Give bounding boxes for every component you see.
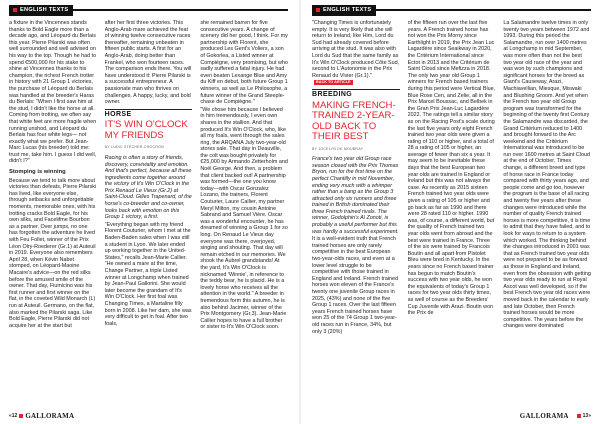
body-paragraph: "Everything began with my friend Florent Couturier, whom I met at the Baden-Baden sales when I was still a student in Lyon. We later ended up working together in the United-States," recalls Jean-Marie Callier. "He owned a mare at the time, Change Partner, a triple Listed winner at Longchamp when trained by Jean-Paul Gallorini. She would later become the grandam of It's Win O'Clock. Her first foal was Changing Times, a Martaline filly born in 2008. Like her dam, she was very difficult to get in foal. After two foals, (104, 221, 192, 327)
header-rule (73, 9, 288, 11)
subheading: Stomping is winning (9, 169, 66, 176)
article-byline: BY LUDIC STÉCHER-CHOCRON (104, 145, 164, 150)
right-columns (312, 20, 591, 408)
body-paragraph: Because we tend to talk more about victories than defeats, Pierre Pilarski has lived, like everyone else, through setbacks and unforgettable moments, memorable ones, with his trotting cracks Bold Eagle, for his own silks, and Facelifme Bourbon as a partner. Over jumps, no one has forgotten the adventure he lived with Feu Follet, winner of the Prix Léon Olry-Roederer (Gr.1) at Auteuil in 2019. Everyone also remembers April 28, when Kévin Nabet stomped, on Léopard-Maoine Macaire's advice—on the red silks before the amused smile of the owner. That day, Fiumicino was his first runner and first winner on the flat, in the coveted Wild Monarch (L) run at Auteuil. Germano, on the flat, also marked the Pilarski saga. Like Bold Eagle, Pierre Pilarski did not acquire her at the start but (9, 177, 97, 329)
body-paragraph: she remained barren for five consecutive years. A change of scenery did her good, I think. For my partnership with Florent, she produced Les Gent's Voliers, a son of Gokorlea, a Listed winner at Compiègne, very promising, but who sadly suffered a fatal injury. He had even beaten Lexange Blue and Amy du Kiff en debut, both future Group 1 winners, as well as Le Philosophe, a future winner of the Grand Steeple-chase de Compiègne." (200, 20, 288, 106)
right-page-header (312, 0, 591, 20)
article-headline: MAKING FRENCH-TRAINED 2-YEAR-OLD BACK TO THEIR BEST (312, 99, 396, 143)
red-square-icon (13, 8, 17, 12)
body-paragraph: a fixture in the Vincennes stands thanks to Bold Eagle more than a decade ago, and Léopard du Berlais this year. Pierre Pilarski was often well surrounded and well advised on his way to the top. Though he had to spend €500,000 for his stake to shine at Vincennes thanks to his champion, the richest French trotter in history with 21 Group 1 victories, the purchase of Léopard du Berlais was handled at the breeder's Haras du Berlais: "When I first saw him at the stud, I didn't like the horse at all. Coming from trotting, we often say that white feet are more fragile when running unshod, and Léopard du Berlais has four white legs— not exactly what we prefer. But Jean-Marc Lucas (his breeder) told me: trust me, take him. I guess I did well, didn't I?" (9, 20, 97, 165)
right-column-2 (408, 20, 496, 408)
red-square-icon (19, 414, 23, 418)
article-byline: BY JOCELYN DE MOUBRAY (312, 146, 364, 151)
article-divider (105, 109, 193, 110)
body-paragraph: "We chose him because I believed in him tremendously, I even own shares in the stallion. And that produced It's Win O'Clock, who, like all my foals, went through the sales ring, the ARQANA July two-year-old stores sale. That day in Deauville, the colt was bought privately for €25,000 by Armando Zetterholm and Noël George. And then, a problem that client backed out! A partnership was formed—the one you know today—with Oscar Gonzalez Lozano, the trainers, Florent Couturier, Laure Callier, my partner Meryl Milton, my cousin Antoine Sabrand and Samuel Vière. Oscar was a wonderful encounter, he has dreamed of winning a Group 1 for so long. On Renaud Le Vieux day everyone was there, overjoyed, singing and shouting. That day will remain etched in our memories. We shook the Aubrel grandstands! At the yard, It's Win O'Clock is nicknamed 'Winnie', in reference to the teddy bear, he is placid. He is a lovely horse who receives all the attention in the world." A breeder in tremendous form this autumn, he is also behind Jacimer, winner of the Prix Montgomery (Gr.3). Jean-Marie Callier hopes to have a full brother or sister to It's Win O'Clock soon. (200, 106, 288, 331)
right-page (300, 0, 600, 424)
header-rule (376, 9, 591, 11)
section-tab (312, 5, 376, 16)
magazine-logo: GALLORAMA (519, 412, 569, 420)
right-column-1 (312, 20, 400, 408)
magazine-logo: GALLORAMA (25, 412, 75, 420)
left-columns (9, 20, 288, 408)
section-label: ENGLISH TEXTS (323, 7, 372, 13)
left-page-footer (9, 408, 291, 424)
body-paragraph: "Changing Times is unfortunately empty. It is very likely that she will return to Ireland, like Him, Lord du Sud had already covered before arriving at the stud. It was also with Lord du Sud that the same family as It's Win O'Clock produced Côte Sud, second to L'Autonomie in the Prix Renaud du Vivier (Gr.1)." BACK TO ARTICLE (312, 20, 400, 85)
article-intro: France's two year old Group race season closed with the Prix Thomas Bryon, run for the first time on the perfect Chantilly in mid November, ending very much with a whimper rather than a bang as the Group 3 attracted only six runners and three trained in British dominated their three French trained rivals. The winner, Godolphin's Al Zonoti, is probably a useful performer but this was hardly a successful experiment. (312, 156, 399, 235)
red-square-icon (577, 414, 581, 418)
back-to-article-link[interactable]: BACK TO ARTICLE (316, 80, 351, 85)
body-paragraph: It is a well-evident truth that French trained horses are only rarely competitive in the best European two-year-olds races, and even at a lower level struggle to be competitive with those trained in England and Ireland. French trained horses won eleven of the France's twenty one juvenile Group races in 2025, (43%) and none of the five Group 1 races. Over the last fifteen years French trained horses have won 25 of the 74 Group 1 two-year-old races run in France, 34%, but only 3 (20%) (312, 236, 399, 335)
body-paragraph: La Salamandre twelve times in only twenty two years between 1972 and 1993. During this period the Salamandre, run over 1400 metres at Longchamp in mid September, was more often than not the best two year old race of the year and was won by such champions and significant horses for the breed as Giant's Causeway, Arazi, Machiavellian, Miesque, Miswaki and Blushing Groom. And yet when the French two year old Group program was transformed for the beginning of the twenty first Century the Salamandre was discarded, the Grand Critérium reduced to 1400 and brought forward to the Arc weekend and the Critérium International was introduced to be run over 1600 metres at Saint Cloud at the end of October. Times change, a different breed and type of horse race in France today compared with thirty years ago, and people come and go too, however the program is the base of all racing and twenty five years after these changes were introduced while the number of quality French trained horses is more competitive, it is time to admit that they have failed, and to look for ways to return to a system which worked. The thinking behind the changes introduced in 2001 was that as French trained two year olds were not prepared to be as forward as those in England and Ireland, even from the obsession with getting two year olds ready to run at Royal Ascot was well developed, so if the best French two year old races were moved back in the calendar to early and late October, then French trained horses would be more competitive. The years before the changes were dominated (503, 20, 591, 330)
left-column-2 (105, 20, 193, 408)
page-number: « 12 (9, 413, 25, 419)
article-kicker: BREEDING (312, 90, 353, 98)
article-kicker: HORSE (104, 110, 132, 118)
article-divider (312, 89, 400, 90)
left-column-3 (200, 20, 288, 408)
body-paragraph: after her first three victories. This Anglo-Arab mare achieved the feat of winning twelve consecutive races thereafter, remaining unbeaten in fifteen public starts. A first for an Anglo-Arab, doing better than Frankel, who won fourteen races. The comparison ends there. You will have understood it: Pierre Pilarski is a successful entrepreneur. A passionate man who thrives on challenges. A happy, lucky, and bold owner. (104, 20, 192, 106)
article-intro: Racing is often a story of friends, discovery, conviviality and emotion. And that's perfect, because all these ingredients come together around the victory of It's Win O'Clock in the Prix Renaud Le Vieux (Gr.2) at Saint-Cloud. Gilles Trapenard, of the horse's co-breeder and co-owner, looks back with emotion on this Group 1 victory, a first. (104, 154, 192, 221)
body-paragraph: of the fifteen run over the last five years. A French trained horse has not won the Prix Morny since Earthlight in 2019, the Prix Jean Luc Lagardère since Seaikway in 2020, the Critérium International since Ectot in 2013 and the Critérium de Saint Cloud since Mefizza in 2018. The only two year old Group 1 winners for French based trainers during this period were Vertical Blue, Blue Rose Cen, and Zelie, all in the Prix Marcel Boussac, and Belbek in the Gran Prix Jean-Luc Lagardère 2022. The ratings tell a similar story as on the Racing Post's scale during the last five years only eight French trained two year olds were given a rating of 110 or higher, and a total of 28 a rating of 105 or higher, an average of fewer than six a year. It may seem to be inevitable these days that the best European two year olds are trained in England or Ireland but this was not always the case. As recently as 2015 sixteen French trained two year olds were given a rating of 105 or higher and go back as far as 1990 and there were 28 rated 110 or higher. 1990 was, of course, a different world, but the quality of French trained two year olds went from abroad and the best were trained in France. Three of the six were trained by Francois Boutin and all apart from Pistolet Bleu were bred in Kentucky. In the years since no French based trainer has begun to match Boutin's success with two year olds, he won the equivalents of today's Group 1 races for two year olds thirty times, as well of course as the Breeders' Cup Juvenile with Arazi. Boutin won the Prix de (407, 20, 496, 317)
article-headline: IT'S WIN O'CLOCK MY FRIENDS (104, 119, 188, 141)
red-square-icon (316, 8, 320, 12)
left-column-1 (9, 20, 97, 408)
right-column-3 (503, 20, 591, 408)
section-tab (9, 5, 73, 16)
page-number: 13 » (575, 413, 591, 419)
right-page-footer (309, 408, 591, 424)
left-page-header (9, 0, 288, 20)
section-label: ENGLISH TEXTS (20, 7, 69, 13)
